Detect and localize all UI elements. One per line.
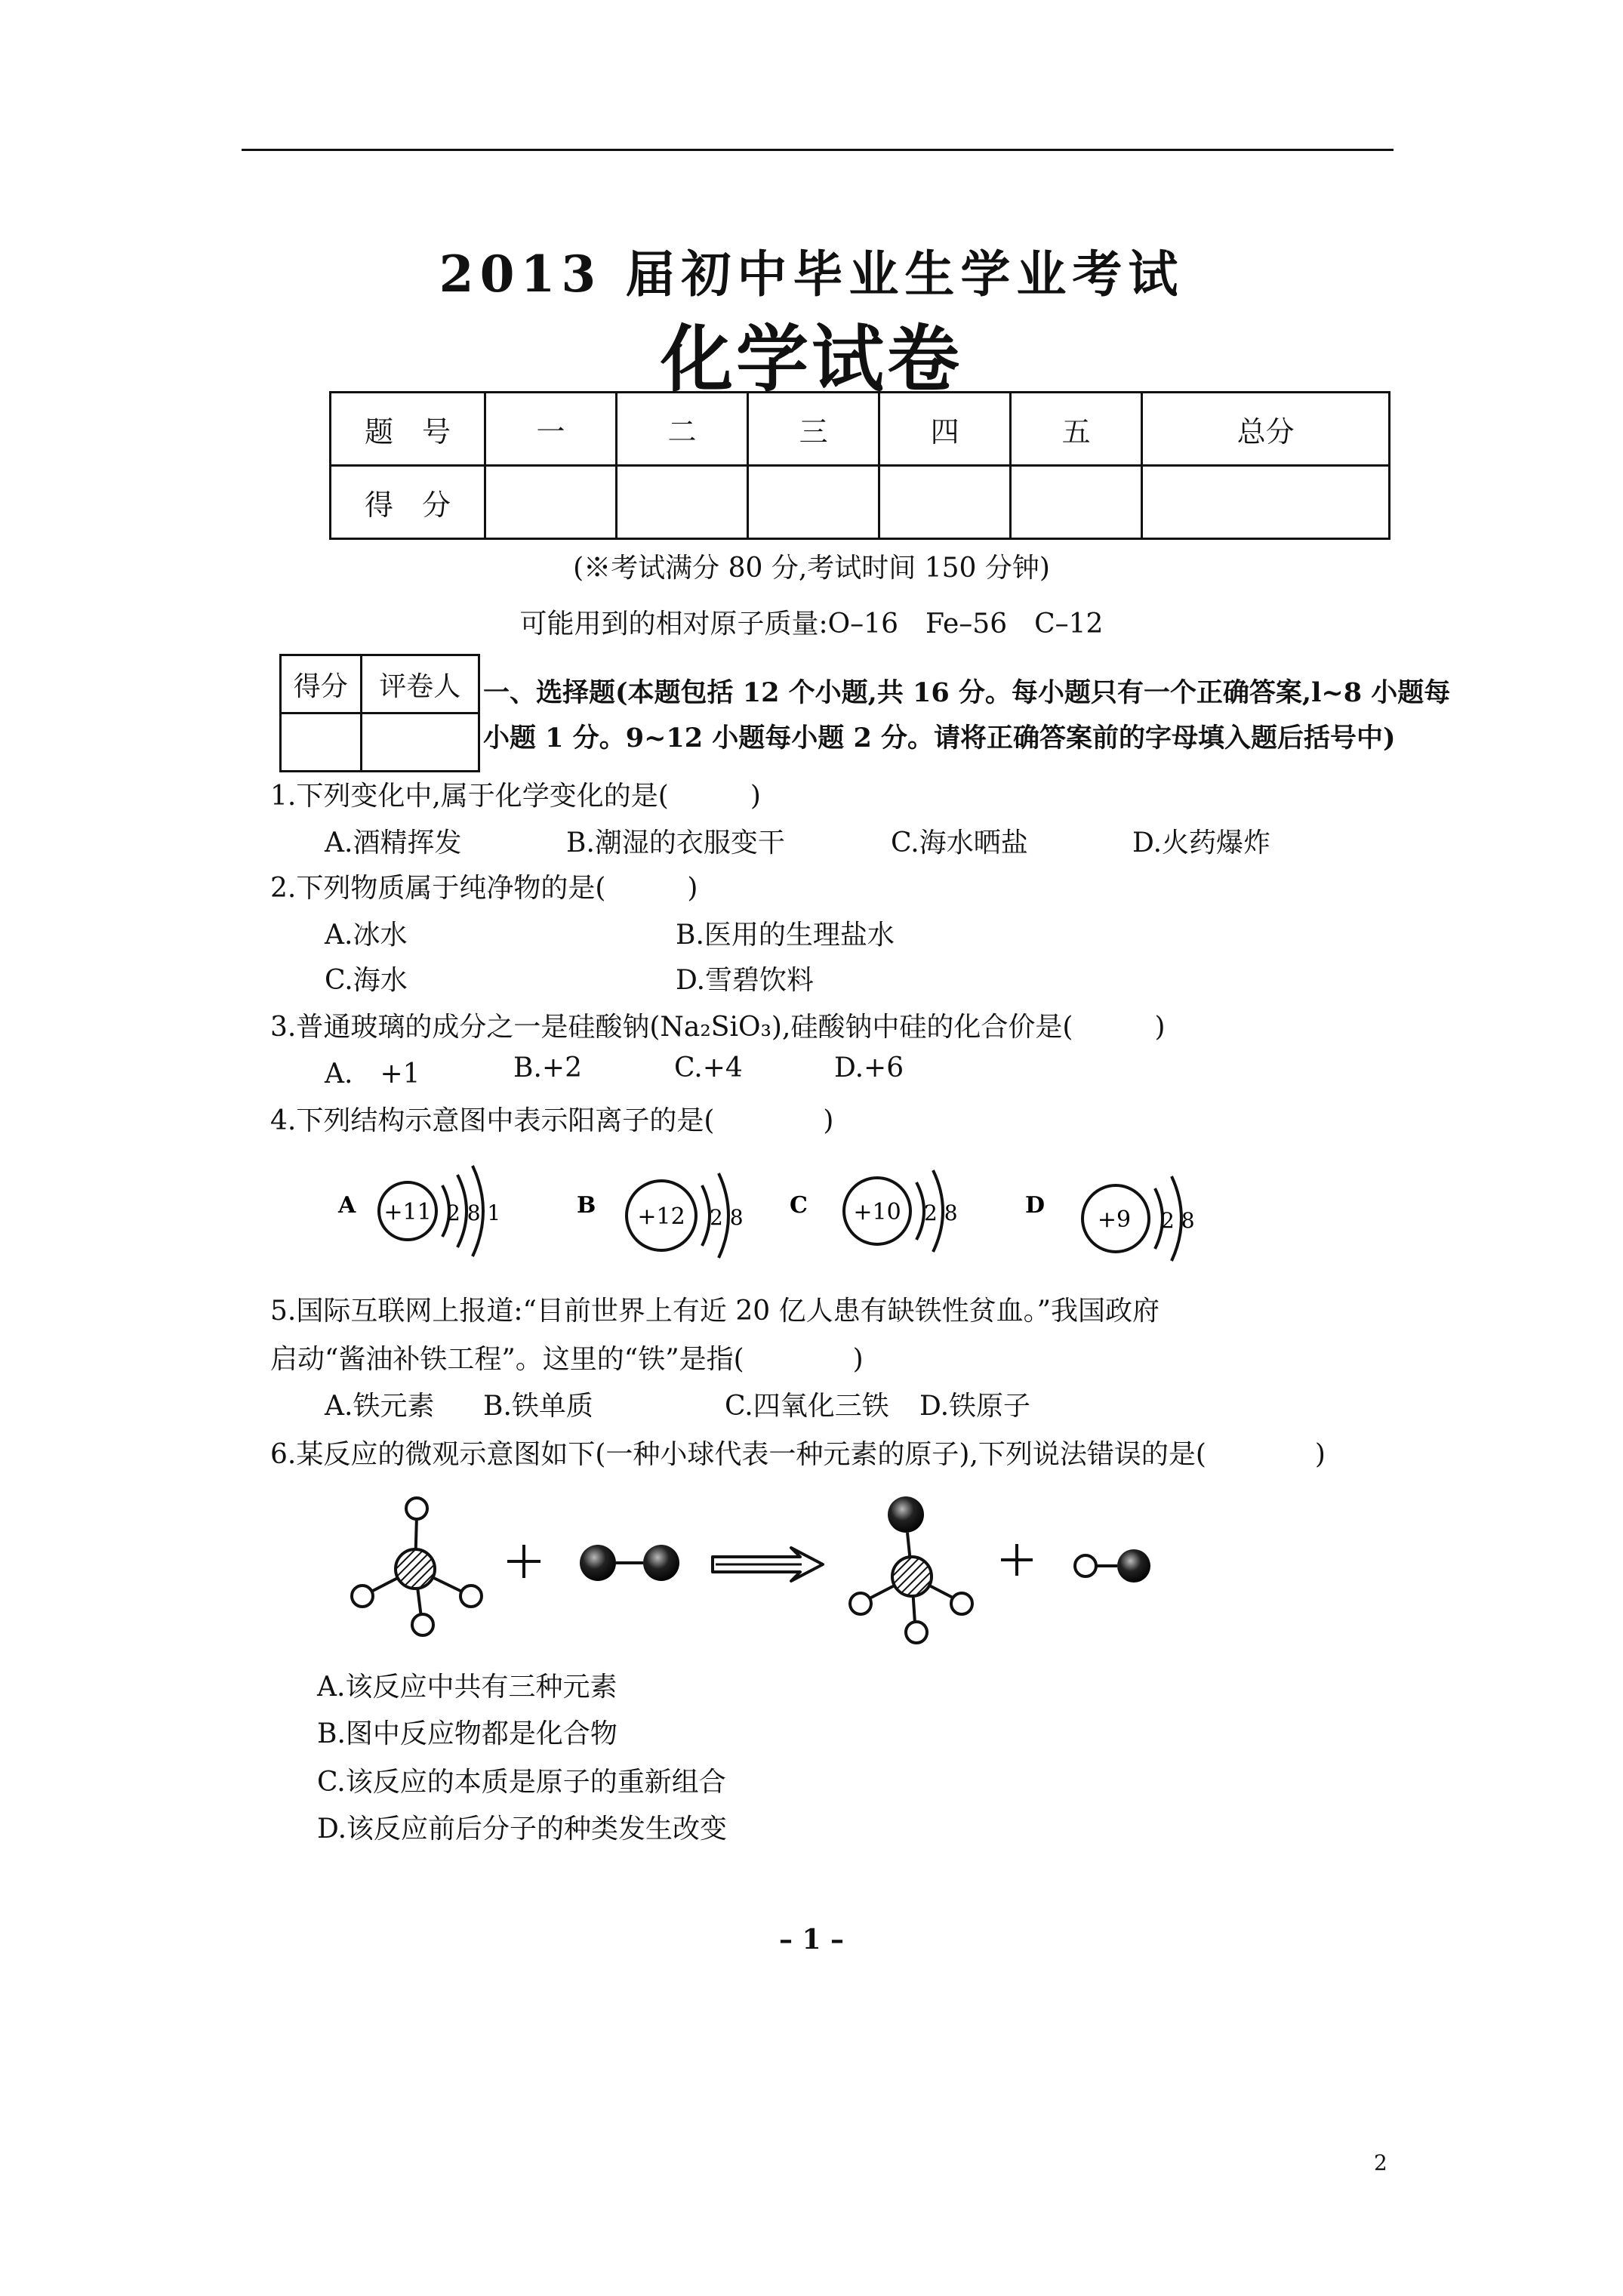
electron-config: 2 8 1: [447, 1200, 501, 1225]
option-letter: D: [1025, 1192, 1046, 1219]
electron-shell-arc: [916, 1182, 924, 1240]
dark-atom: [580, 1545, 616, 1581]
q6-option-b[interactable]: B.图中反应物都是化合物: [317, 1718, 617, 1749]
q3-stem: 3.普通玻璃的成分之一是硅酸钠(Na₂SiO₃),硅酸钠中硅的化合价是( ): [270, 1012, 1166, 1043]
q5-option-b[interactable]: B.铁单质: [483, 1391, 593, 1422]
score-table-col-2: 二: [617, 393, 748, 466]
q5-option-d[interactable]: D.铁原子: [919, 1391, 1031, 1422]
q4-option-a[interactable]: [332, 1155, 513, 1271]
atom-structure-d: [1022, 1155, 1203, 1268]
exam-note: (※考试满分 80 分,考试时间 150 分钟): [573, 553, 1050, 584]
q4-option-d[interactable]: [1022, 1155, 1203, 1271]
q5-stem-line2: 启动“酱油补铁工程”。这里的“铁”是指( ): [270, 1344, 864, 1375]
nucleus-charge: +10: [853, 1199, 901, 1225]
q3-option-a[interactable]: A. +1: [325, 1059, 420, 1089]
white-atom: [460, 1586, 482, 1607]
exam-title: 2013 届初中毕业生学业考试: [439, 245, 1184, 304]
electron-shell-arc: [702, 1185, 710, 1246]
q1-option-b[interactable]: B.潮湿的衣服变干: [566, 827, 785, 858]
score-table-row-label: 得 分: [331, 466, 485, 539]
score-table-col-1: 一: [485, 393, 617, 466]
reaction-diagram-svg: [340, 1487, 1200, 1653]
score-table-col-4: 四: [879, 393, 1011, 466]
exam-subject-title: 化学试卷: [661, 316, 962, 402]
grader-box: [279, 654, 480, 772]
score-table-col-total: 总分: [1142, 393, 1390, 466]
nucleus-charge: +9: [1097, 1207, 1132, 1233]
dark-atom: [1117, 1549, 1150, 1583]
atom-structure-c: [787, 1155, 968, 1268]
score-cell[interactable]: [879, 466, 1011, 539]
white-atom: [850, 1593, 871, 1614]
white-atom: [906, 1622, 927, 1643]
option-letter: A: [338, 1192, 356, 1219]
q2-stem: 2.下列物质属于纯净物的是( ): [270, 873, 698, 904]
page-number-center: – 1 –: [778, 1924, 845, 1955]
white-atom: [1075, 1555, 1096, 1576]
dark-atom: [643, 1545, 679, 1581]
q6-stem: 6.某反应的微观示意图如下(一种小球代表一种元素的原子),下列说法错误的是( ): [270, 1439, 1326, 1470]
atomic-mass-note: 可能用到的相对原子质量:O–16 Fe–56 C–12: [519, 609, 1104, 639]
q5-stem-line1: 5.国际互联网上报道:“目前世界上有近 20 亿人患有缺铁性贫血。”我国政府: [270, 1296, 1160, 1327]
score-table-col-3: 三: [748, 393, 879, 466]
q3-option-b[interactable]: B.+2: [513, 1052, 582, 1083]
q4-option-b[interactable]: [574, 1155, 755, 1271]
q2-option-c[interactable]: C.海水: [325, 965, 408, 996]
score-cell[interactable]: [748, 466, 879, 539]
q6-option-a[interactable]: A.该反应中共有三种元素: [317, 1672, 617, 1703]
electron-config: 2 8: [1161, 1208, 1195, 1233]
score-cell[interactable]: [485, 466, 617, 539]
top-rule: [242, 149, 1394, 151]
electron-config: 2 8: [924, 1200, 958, 1225]
q3-option-d[interactable]: D.+6: [834, 1052, 904, 1083]
reaction-arrow-icon: [713, 1548, 823, 1581]
dark-atom: [888, 1496, 924, 1533]
grader-name-label: 评卷人: [361, 655, 479, 713]
q4-stem: 4.下列结构示意图中表示阳离子的是( ): [270, 1105, 834, 1136]
score-cell[interactable]: [1142, 466, 1390, 539]
hatched-atom: [892, 1557, 932, 1596]
q3-option-c[interactable]: C.+4: [674, 1052, 743, 1083]
hatched-atom: [396, 1549, 435, 1589]
section1-instructions-line2: 小题 1 分。9~12 小题每小题 2 分。请将正确答案前的字母填入题后括号中): [483, 723, 1396, 754]
grader-score-label: 得分: [281, 655, 362, 713]
white-atom: [352, 1586, 373, 1607]
option-letter: B: [577, 1192, 596, 1219]
product-molecule-1: [850, 1496, 972, 1643]
q2-option-d[interactable]: D.雪碧饮料: [676, 965, 815, 996]
white-atom: [406, 1498, 427, 1519]
q1-option-c[interactable]: C.海水晒盐: [891, 827, 1028, 858]
plus-icon: [1001, 1544, 1033, 1576]
q6-option-c[interactable]: C.该反应的本质是原子的重新组合: [317, 1767, 726, 1798]
score-table-header-label: 题 号: [331, 393, 485, 466]
score-table-header-row: [331, 393, 1390, 466]
section1-instructions-line1: 一、选择题(本题包括 12 个小题,共 16 分。每小题只有一个正确答案,l~8 小题每: [483, 677, 1451, 708]
q1-option-a[interactable]: A.酒精挥发: [325, 827, 462, 858]
score-table-score-row: [331, 466, 1390, 539]
q2-option-a[interactable]: A.冰水: [325, 920, 408, 951]
reaction-diagram: [340, 1487, 1200, 1657]
q4-option-c[interactable]: [787, 1155, 968, 1271]
reactant-molecule-1: [352, 1498, 482, 1635]
score-cell[interactable]: [617, 466, 748, 539]
nucleus-charge: +12: [637, 1203, 685, 1230]
nucleus-charge: +11: [383, 1199, 432, 1225]
white-atom: [951, 1593, 972, 1614]
score-table: [329, 391, 1390, 540]
q5-option-c[interactable]: C.四氧化三铁: [725, 1391, 889, 1422]
electron-config: 2 8: [710, 1205, 744, 1230]
q2-option-b[interactable]: B.医用的生理盐水: [676, 920, 895, 951]
q6-option-d[interactable]: D.该反应前后分子的种类发生改变: [317, 1814, 728, 1845]
q1-stem: 1.下列变化中,属于化学变化的是( ): [270, 781, 761, 812]
option-letter: C: [790, 1192, 808, 1219]
grader-score-cell[interactable]: [281, 713, 362, 772]
atom-structure-a: [332, 1155, 513, 1268]
product-molecule-2: [1075, 1549, 1150, 1583]
grader-name-cell[interactable]: [361, 713, 479, 772]
reactant-molecule-2: [580, 1545, 679, 1581]
score-table-col-5: 五: [1011, 393, 1142, 466]
score-cell[interactable]: [1011, 466, 1142, 539]
white-atom: [412, 1614, 433, 1635]
q1-option-d[interactable]: D.火药爆炸: [1132, 827, 1271, 858]
page-number-corner: 2: [1374, 2150, 1387, 2175]
plus-icon: [507, 1545, 540, 1578]
q5-option-a[interactable]: A.铁元素: [325, 1391, 435, 1422]
atom-structure-b: [574, 1155, 755, 1268]
